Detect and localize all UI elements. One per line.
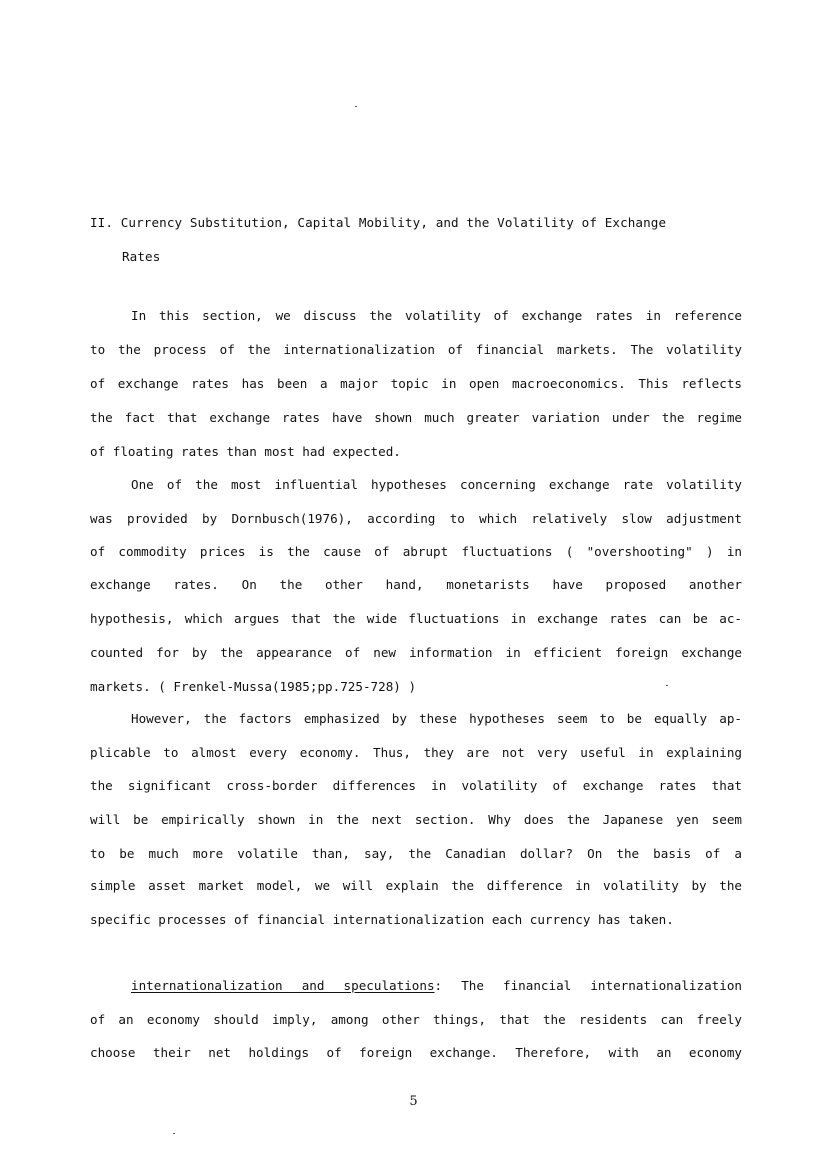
page-number: 5 <box>409 1094 418 1109</box>
paragraph-line: the significant cross-border differences in volatility of exchange rates that <box>90 778 742 793</box>
section-heading-line-1: II. Currency Substitution, Capital Mobility, and the Volatility of Exchange <box>90 215 667 230</box>
paragraph-line: will be empirically shown in the next section. Why does the Japanese yen seem <box>90 812 742 827</box>
paragraph-line: plicable to almost every economy. Thus, they are not very useful in explaining <box>90 745 742 760</box>
paragraph-line: of commodity prices is the cause of abrupt fluctuations ( "overshooting" ) in <box>90 544 742 559</box>
subsection-title: internationalization and speculations <box>131 978 435 993</box>
paragraph-line: simple asset market model, we will explain the difference in volatility by the <box>90 878 742 893</box>
scan-speck <box>355 106 357 107</box>
subsection-first-line <box>131 976 742 996</box>
paragraph-line: exchange rates. On the other hand, monetarists have proposed another <box>90 577 742 592</box>
paragraph-line: specific processes of financial internationalization each currency has taken. <box>90 912 674 927</box>
paragraph-line: to be much more volatile than, say, the Canadian dollar? On the basis of a <box>90 846 742 861</box>
scan-speck <box>173 1133 175 1134</box>
paragraph-line: of an economy should imply, among other things, that the residents can freely <box>90 1012 742 1027</box>
paragraph-line: hypothesis, which argues that the wide fluctuations in exchange rates can be ac- <box>90 611 742 626</box>
paragraph-line: markets. ( Frenkel-Mussa(1985;pp.725-728) ) <box>90 679 417 694</box>
section-heading <box>90 206 750 274</box>
paragraph-line: to the process of the internationalization of financial markets. The volatility <box>90 342 742 357</box>
paragraph-line: choose their net holdings of foreign exchange. Therefore, with an economy <box>90 1045 742 1060</box>
paragraph-line: of exchange rates has been a major topic in open macroeconomics. This reflects <box>90 376 742 391</box>
paragraph-line: However, the factors emphasized by these hypotheses seem to be equally ap- <box>131 711 742 726</box>
paragraph-line: was provided by Dornbusch(1976), according to which relatively slow adjustment <box>90 511 742 526</box>
paragraph-line: counted for by the appearance of new information in efficient foreign exchange <box>90 645 742 660</box>
subsection-title-suffix: : The financial internationalization <box>434 978 742 993</box>
paragraph-line: the fact that exchange rates have shown much greater variation under the regime <box>90 410 742 425</box>
paragraph-line: In this section, we discuss the volatility of exchange rates in reference <box>131 308 742 323</box>
section-heading-line-2: Rates <box>122 249 161 264</box>
paragraph-line: of floating rates than most had expected. <box>90 444 401 459</box>
paragraph-line: One of the most influential hypotheses concerning exchange rate volatility <box>131 477 742 492</box>
